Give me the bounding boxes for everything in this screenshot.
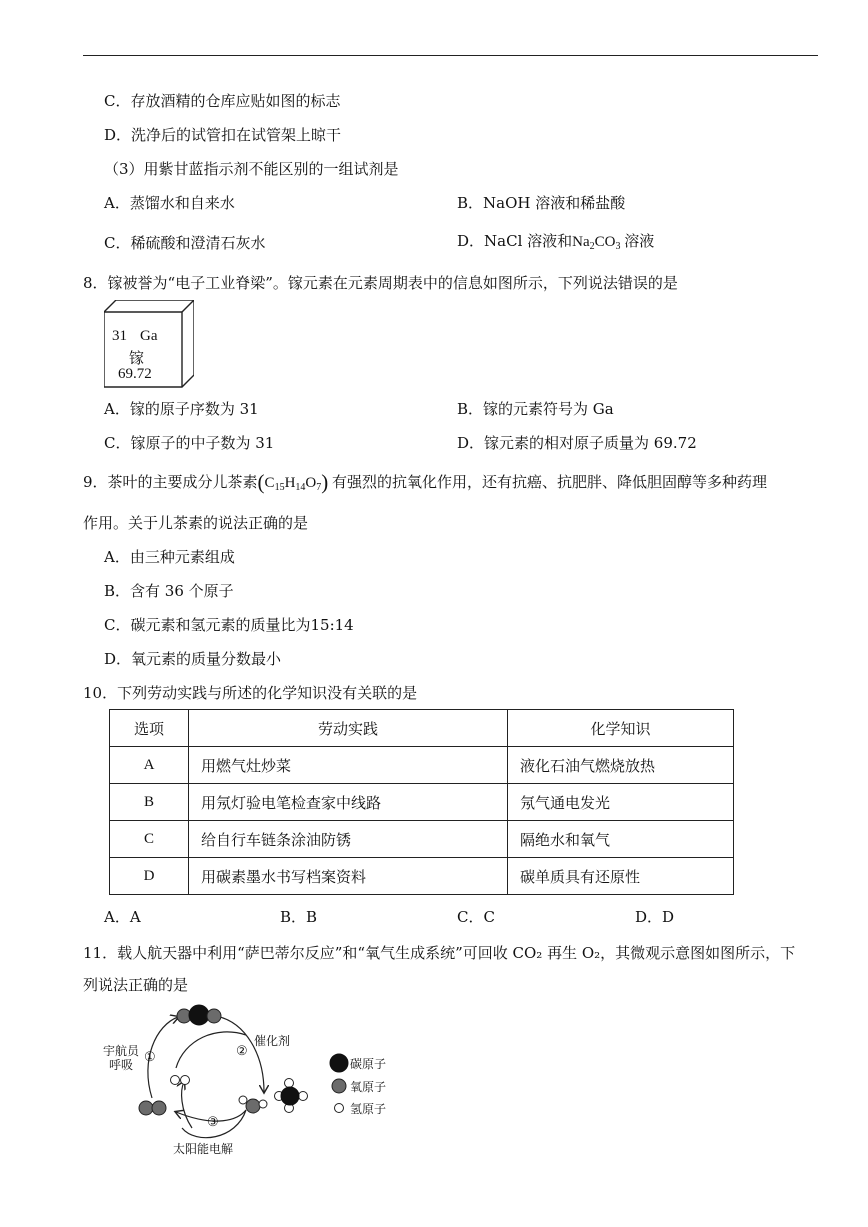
q8-option-a: A．镓的原子序数为 31 [104,400,259,418]
q9-option-a: A．由三种元素组成 [104,548,235,566]
q7-sub3-option-c: C．稀硫酸和澄清石灰水 [104,234,266,252]
oxygen-atom [207,1009,221,1023]
label-catalyst: 催化剂 [254,1034,291,1048]
arc-electrolysis-up [182,1082,192,1128]
hydrogen-atom [299,1092,308,1101]
table-row [110,858,734,895]
q11-stem-line1: 11．载人航天器中利用“萨巴蒂尔反应”和“氧气生成系统”可回收 CO₂ 再生 O₂，其微观示意图如图所示，下 [83,944,796,962]
table-cell-practice: 用氖灯验电笔检查家中线路 [189,784,508,821]
card-element-symbol: Ga [140,328,158,344]
label-solar-electrolysis: 太阳能电解 [173,1142,234,1156]
q10-option-b: B．B [280,908,318,926]
legend-carbon-label: 碳原子 [350,1057,387,1071]
carbon-atom [189,1005,209,1025]
hydrogen-atom [181,1076,190,1085]
legend-hydrogen-atom [335,1104,344,1113]
card-atomic-mass: 69.72 [118,366,152,382]
step-1-marker: ① [144,1050,156,1065]
legend-hydrogen-label: 氢原子 [350,1102,387,1116]
oxygen-atom [246,1099,260,1113]
q8-stem: 8．镓被誉为“电子工业脊梁”。镓元素在元素周期表中的信息如图所示，下列说法错误的是 [83,274,678,292]
card-element-name: 镓 [129,349,145,367]
table-cell-knowledge: 隔绝水和氧气 [508,821,734,858]
q9-option-b: B．含有 36 个原子 [104,582,234,600]
table-cell-knowledge: 液化石油气燃烧放热 [508,747,734,784]
table-cell-practice: 给自行车链条涂油防锈 [189,821,508,858]
step-3-marker: ③ [207,1115,219,1130]
table-header-knowledge: 化学知识 [508,710,734,747]
q8-option-d: D．镓元素的相对原子质量为 69.72 [457,434,697,452]
header-rule [83,55,818,56]
table-cell-knowledge: 碳单质具有还原性 [508,858,734,895]
oxygen-atom [152,1101,166,1115]
step-2-marker: ② [236,1044,248,1059]
q10-option-d: D．D [635,908,675,926]
table-row [110,821,734,858]
q7-option-d: D．洗净后的试管扣在试管架上晾干 [104,126,342,144]
q9-stem-line2: 作用。关于儿茶素的说法正确的是 [83,514,309,532]
q7-sub3-option-d-suffix: 溶液 [624,232,655,250]
q10-table [109,709,734,895]
catechin-formula: $(C_{15}H_{14}O_7)$ [257,470,329,494]
q10-option-c: C．C [457,908,495,926]
legend-oxygen-atom [332,1079,346,1093]
table-cell-practice: 用碳素墨水书写档案资料 [189,858,508,895]
q7-option-c: C．存放酒精的仓库应贴如图的标志 [104,92,341,110]
q7-sub3-stem: （3）用紫甘蓝指示剂不能区别的一组试剂是 [104,160,399,178]
q9-stem-prefix: 9．茶叶的主要成分儿茶素 [83,473,258,491]
hydrogen-atom [259,1100,267,1108]
card-atomic-number: 31 [112,328,127,344]
q7-sub3-option-d [457,230,654,252]
table-header-practice: 劳动实践 [189,710,508,747]
q9-stem [83,470,767,495]
label-breathing: 呼吸 [109,1058,134,1072]
q9-stem-suffix: 有强烈的抗氧化作用，还有抗癌、抗肥胖、降低胆固醇等多种药理 [332,473,768,491]
table-cell-option: C [110,821,189,858]
table-cell-practice: 用燃气灶炒菜 [189,747,508,784]
q7-sub3-option-a: A．蒸馏水和自来水 [104,194,235,212]
table-row [110,747,734,784]
q10-option-a: A．A [104,908,141,926]
table-row [110,784,734,821]
table-header-row [110,710,734,747]
q9-option-c: C．碳元素和氢元素的质量比为15:14 [104,616,354,634]
q11-stem-line2: 列说法正确的是 [83,976,189,994]
oxygen-atom [139,1101,153,1115]
table-cell-knowledge: 氖气通电发光 [508,784,734,821]
q10-stem: 10．下列劳动实践与所述的化学知识没有关联的是 [83,684,418,702]
table-cell-option: A [110,747,189,784]
table-cell-option: D [110,858,189,895]
q7-sub3-option-d-prefix: D．NaCl 溶液和 [457,232,573,250]
table-header-option: 选项 [110,710,189,747]
legend-oxygen-label: 氧原子 [350,1080,387,1094]
carbon-atom [281,1087,299,1105]
label-astronaut: 宇航员 [103,1044,140,1058]
q7-sub3-option-b: B．NaOH 溶液和稀盐酸 [457,194,626,212]
na2co3-formula: $Na_2CO_3$ [572,234,621,252]
q9-option-d: D．氧元素的质量分数最小 [104,650,282,668]
q8-option-c: C．镓原子的中子数为 31 [104,434,275,452]
hydrogen-atom [171,1076,180,1085]
hydrogen-atom [285,1079,294,1088]
legend-carbon-atom [330,1054,348,1072]
q8-option-b: B．镓的元素符号为 Ga [457,400,614,418]
hydrogen-atom [239,1096,247,1104]
table-cell-option: B [110,784,189,821]
